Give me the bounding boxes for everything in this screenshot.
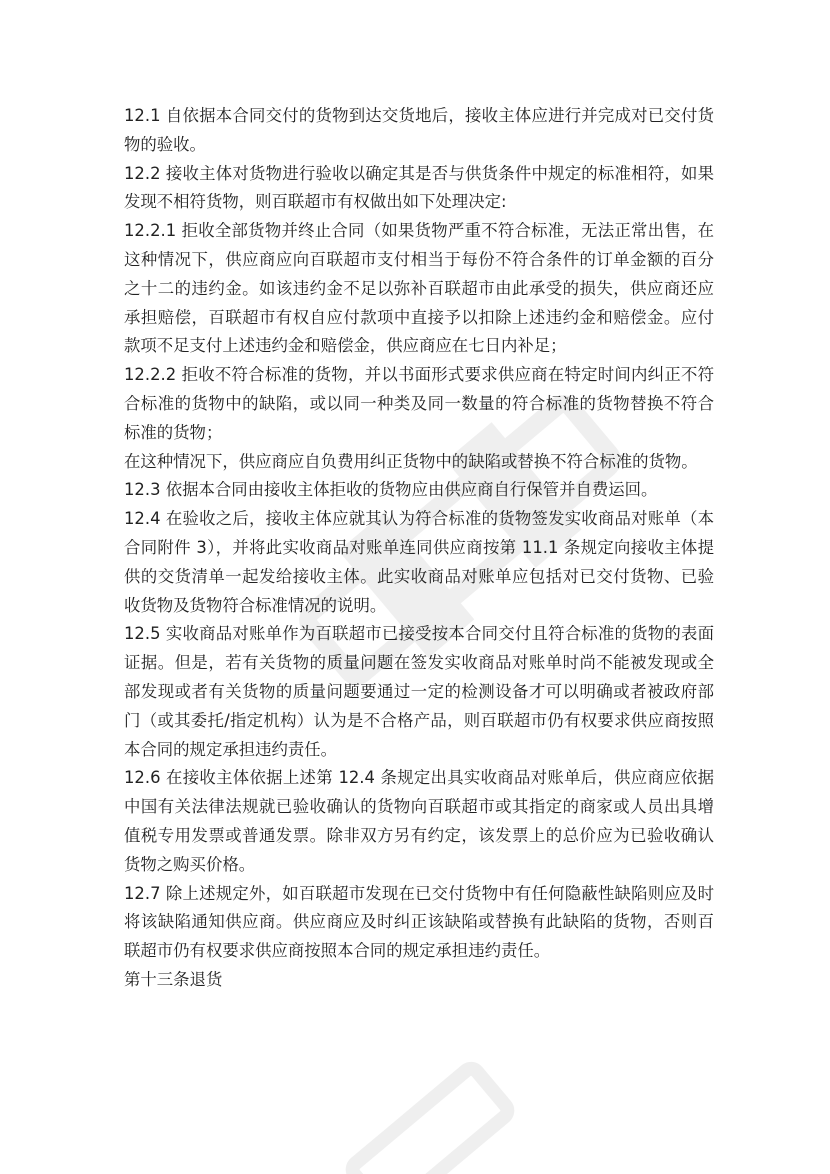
clause-12-5: 12.5 实收商品对账单作为百联超市已接受按本合同交付且符合标准的货物的表面证据。但是，若有关货物的质量问题在签发实收商品对账单时尚不能被发现或全部发现或者有关货物的质量问题要通过一定的检测设备才可以明确或者被政府部门（或其委托/指定机构）认为是不合格产品，则百联超市仍有权要求供应商按照本合同的规定承担违约责任。 [124, 624, 714, 759]
clause-12-2: 12.2 接收主体对货物进行验收以确定其是否与供货条件中规定的标准相符，如果发现不相符货物，则百联超市有权做出如下处理决定: [124, 163, 714, 212]
clause-12-6: 12.6 在接收主体依据上述第 12.4 条规定出具实收商品对账单后，供应商应依据中国有关法律法规就已验收确认的货物向百联超市或其指定的商家或人员出具增值税专用发票或普通发票。除非双方另有约定，该发票上的总价应为已验收确认货物之购买价格。 [124, 768, 714, 874]
clause-12-2-2-note: 在这种情况下，供应商应自负费用纠正货物中的缺陷或替换不符合标准的货物。 [124, 451, 698, 471]
clause-12-2-1: 12.2.1 拒收全部货物并终止合同（如果货物严重不符合标准，无法正常出售，在这种情况下，供应商应向百联超市支付相当于每份不符合条件的订单金额的百分之十二的违约金。如该违约金不足以弥补百联超市由此承受的损失，供应商还应承担赔偿，百联超市有权自应付款项中直接予以扣除上述违约金和赔偿金。应付款项不足支付上述违约金和赔偿金，供应商应在七日内补足； [124, 221, 714, 356]
clause-12-2-2: 12.2.2 拒收不符合标准的货物，并以书面形式要求供应商在特定时间内纠正不符合标准的货物中的缺陷，或以同一种类及同一数量的符合标准的货物替换不符合标准的货物； [124, 365, 714, 442]
clause-12-7: 12.7 除上述规定外，如百联超市发现在已交付货物中有任何隐蔽性缺陷则应及时将该缺陷通知供应商。供应商应及时纠正该缺陷或替换有此缺陷的货物，否则百联超市仍有权要求供应商按照本合同的规定承担违约责任。 [124, 883, 714, 961]
clause-12-3: 12.3 依据本合同由接收主体拒收的货物应由供应商自行保管并自费运回。 [124, 480, 658, 500]
watermark-fragment-icon [315, 1030, 545, 1174]
clause-12-1: 12.1 自依据本合同交付的货物到达交货地后，接收主体应进行并完成对已交付货物的验收。 [124, 106, 714, 154]
clause-12-4: 12.4 在验收之后，接收主体应就其认为符合标准的货物签发实收商品对账单（本合同附件 3），并将此实收商品对账单连同供应商按第 11.1 条规定向接收主体提供的交货清单一起发给接收主体。此实收商品对账单应包括对已交付货物、已验收货物及货物符合标准情况的说明。 [124, 509, 714, 615]
article-13-heading: 第十三条退货 [124, 969, 223, 989]
document-body [124, 102, 714, 995]
